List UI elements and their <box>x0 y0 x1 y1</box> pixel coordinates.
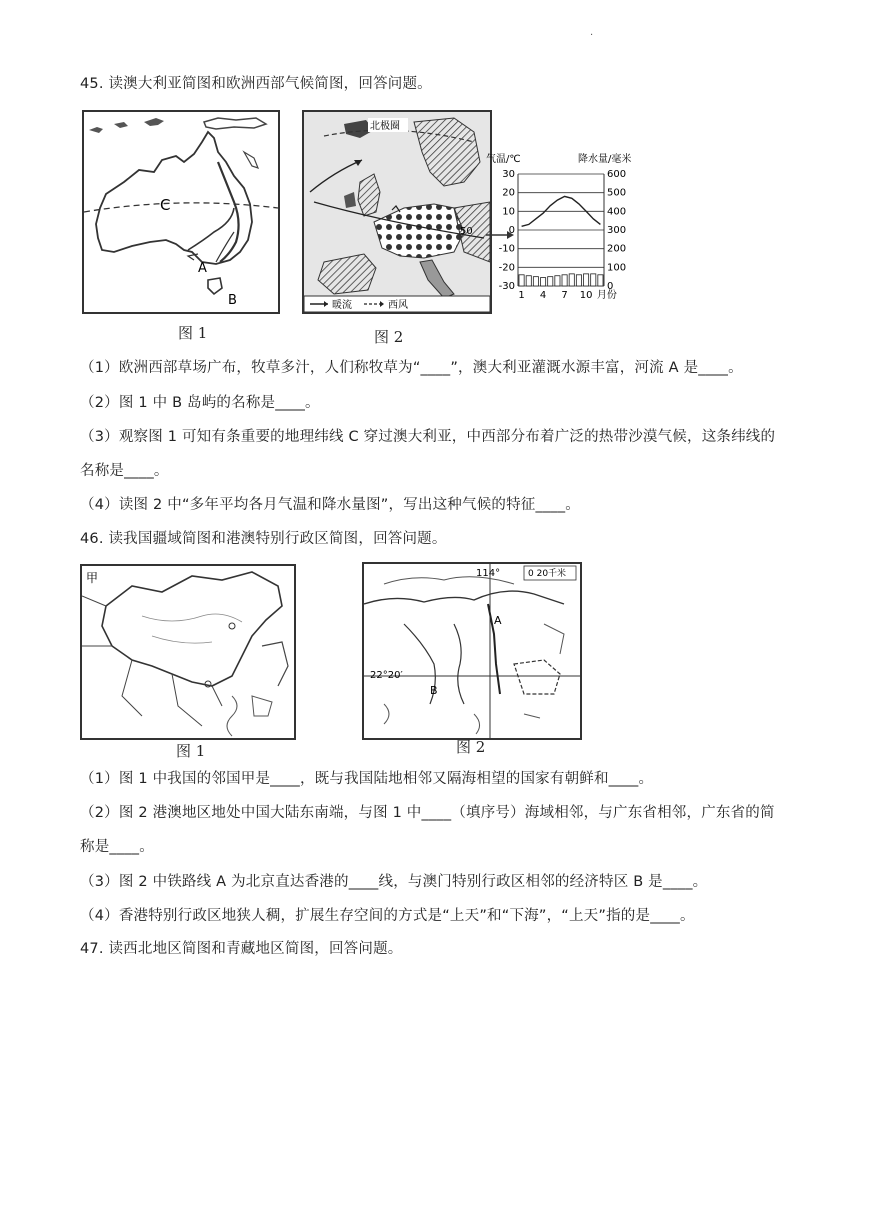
hk-macao-map <box>362 562 582 740</box>
precip-bar <box>541 278 546 286</box>
temp-axis-label: 气温/℃ <box>486 154 521 165</box>
label-lat: 22°20′ <box>370 670 403 681</box>
q45-fig1-caption: 图 1 <box>178 324 208 342</box>
q46-fig1-caption: 图 1 <box>176 742 206 760</box>
precip-bar <box>548 277 553 286</box>
precip-bar <box>591 274 596 286</box>
month-tick-label: 7 <box>561 290 568 301</box>
q46-item-1: （1）图 1 中我国的邻国甲是____，既与我国陆地相邻又隔海相望的国家有朝鲜和____。 <box>80 771 654 787</box>
precip-tick-label: 0 <box>607 281 614 292</box>
q45-item-2: （2）图 1 中 B 岛屿的名称是____。 <box>80 395 320 411</box>
precip-axis-label: 降水量/毫米 <box>578 154 632 165</box>
label-arctic: 北极圈 <box>370 121 400 132</box>
legend-west: 西风 <box>388 300 408 311</box>
label-lat50: 50 <box>460 226 473 237</box>
temp-tick-label: 0 <box>508 225 515 236</box>
precip-tick-label: 400 <box>607 206 627 218</box>
q45-fig2-caption: 图 2 <box>374 328 404 346</box>
temp-tick-label: 30 <box>502 169 515 180</box>
q46-item-2b: 称是____。 <box>80 839 154 855</box>
precip-bar <box>533 277 538 286</box>
precip-tick-label: 100 <box>607 262 627 274</box>
precip-tick-label: 600 <box>607 169 627 180</box>
precip-bar <box>519 275 524 286</box>
q46-item-3: （3）图 2 中铁路线 A 为北京直达香港的____线，与澳门特别行政区相邻的经济特区 B 是____。 <box>80 874 708 890</box>
temp-tick-label: -20 <box>498 262 515 274</box>
page-dot: · <box>590 30 594 41</box>
q47-title: 47. 读西北地区简图和青藏地区简图，回答问题。 <box>80 941 403 957</box>
australia-map <box>82 110 280 314</box>
month-unit-label: 月份 <box>596 290 617 301</box>
europe-map <box>302 110 492 314</box>
precip-tick-label: 500 <box>607 187 627 199</box>
precip-bar <box>562 275 567 286</box>
precip-bar <box>526 276 531 286</box>
label-lon: 114° <box>476 568 501 579</box>
label-scale: 0 20千米 <box>528 569 567 579</box>
q45-item-3b: 名称是____。 <box>80 463 169 479</box>
q45-item-4: （4）读图 2 中“多年平均各月气温和降水量图”，写出这种气候的特征____。 <box>80 497 580 513</box>
temp-tick-label: -30 <box>498 281 515 292</box>
precip-bar <box>569 274 574 286</box>
month-tick-label: 4 <box>539 290 547 301</box>
month-tick-label: 10 <box>579 290 593 301</box>
precip-bar <box>576 275 581 286</box>
label-a: A <box>198 261 207 276</box>
precip-tick-label: 200 <box>607 243 627 255</box>
label-b: B <box>228 293 237 308</box>
china-map <box>80 564 296 740</box>
precip-bar <box>598 275 603 286</box>
legend-warm: 暖流 <box>332 300 352 311</box>
label-jia: 甲 <box>86 571 99 585</box>
q45-item-3a: （3）观察图 1 可知有条重要的地理纬线 C 穿过澳大利亚，中西部分布着广泛的热带沙漠气候，这条纬线的 <box>80 429 776 445</box>
q46-item-2a: （2）图 2 港澳地区地处中国大陆东南端，与图 1 中____（填序号）海域相邻，与广东省相邻，广东省的简 <box>80 805 775 821</box>
q45-item-1: （1）欧洲西部草场广布，牧草多汁，人们称牧草为“____”，澳大利亚灌溉水源丰富，河流 A 是____。 <box>80 360 743 376</box>
temp-tick-label: 20 <box>502 187 515 199</box>
precip-tick-label: 300 <box>607 225 627 236</box>
label-b: B <box>430 684 438 697</box>
q46-item-4: （4）香港特别行政区地狭人稠，扩展生存空间的方式是“上天”和“下海”，“上天”指的是____。 <box>80 908 695 924</box>
q46-fig2-caption: 图 2 <box>456 738 486 756</box>
q45-title: 45. 读澳大利亚简图和欧洲西部气候简图，回答问题。 <box>80 76 432 92</box>
temp-tick-label: -10 <box>498 243 515 255</box>
precip-bar <box>584 274 589 286</box>
climate-chart <box>486 152 636 310</box>
temp-tick-label: 10 <box>502 206 515 218</box>
precip-bar <box>555 276 560 286</box>
label-a: A <box>494 614 502 627</box>
month-tick-label: 1 <box>518 290 525 301</box>
label-c: C <box>160 196 171 214</box>
q46-title: 46. 读我国疆域简图和港澳特别行政区简图，回答问题。 <box>80 531 447 547</box>
